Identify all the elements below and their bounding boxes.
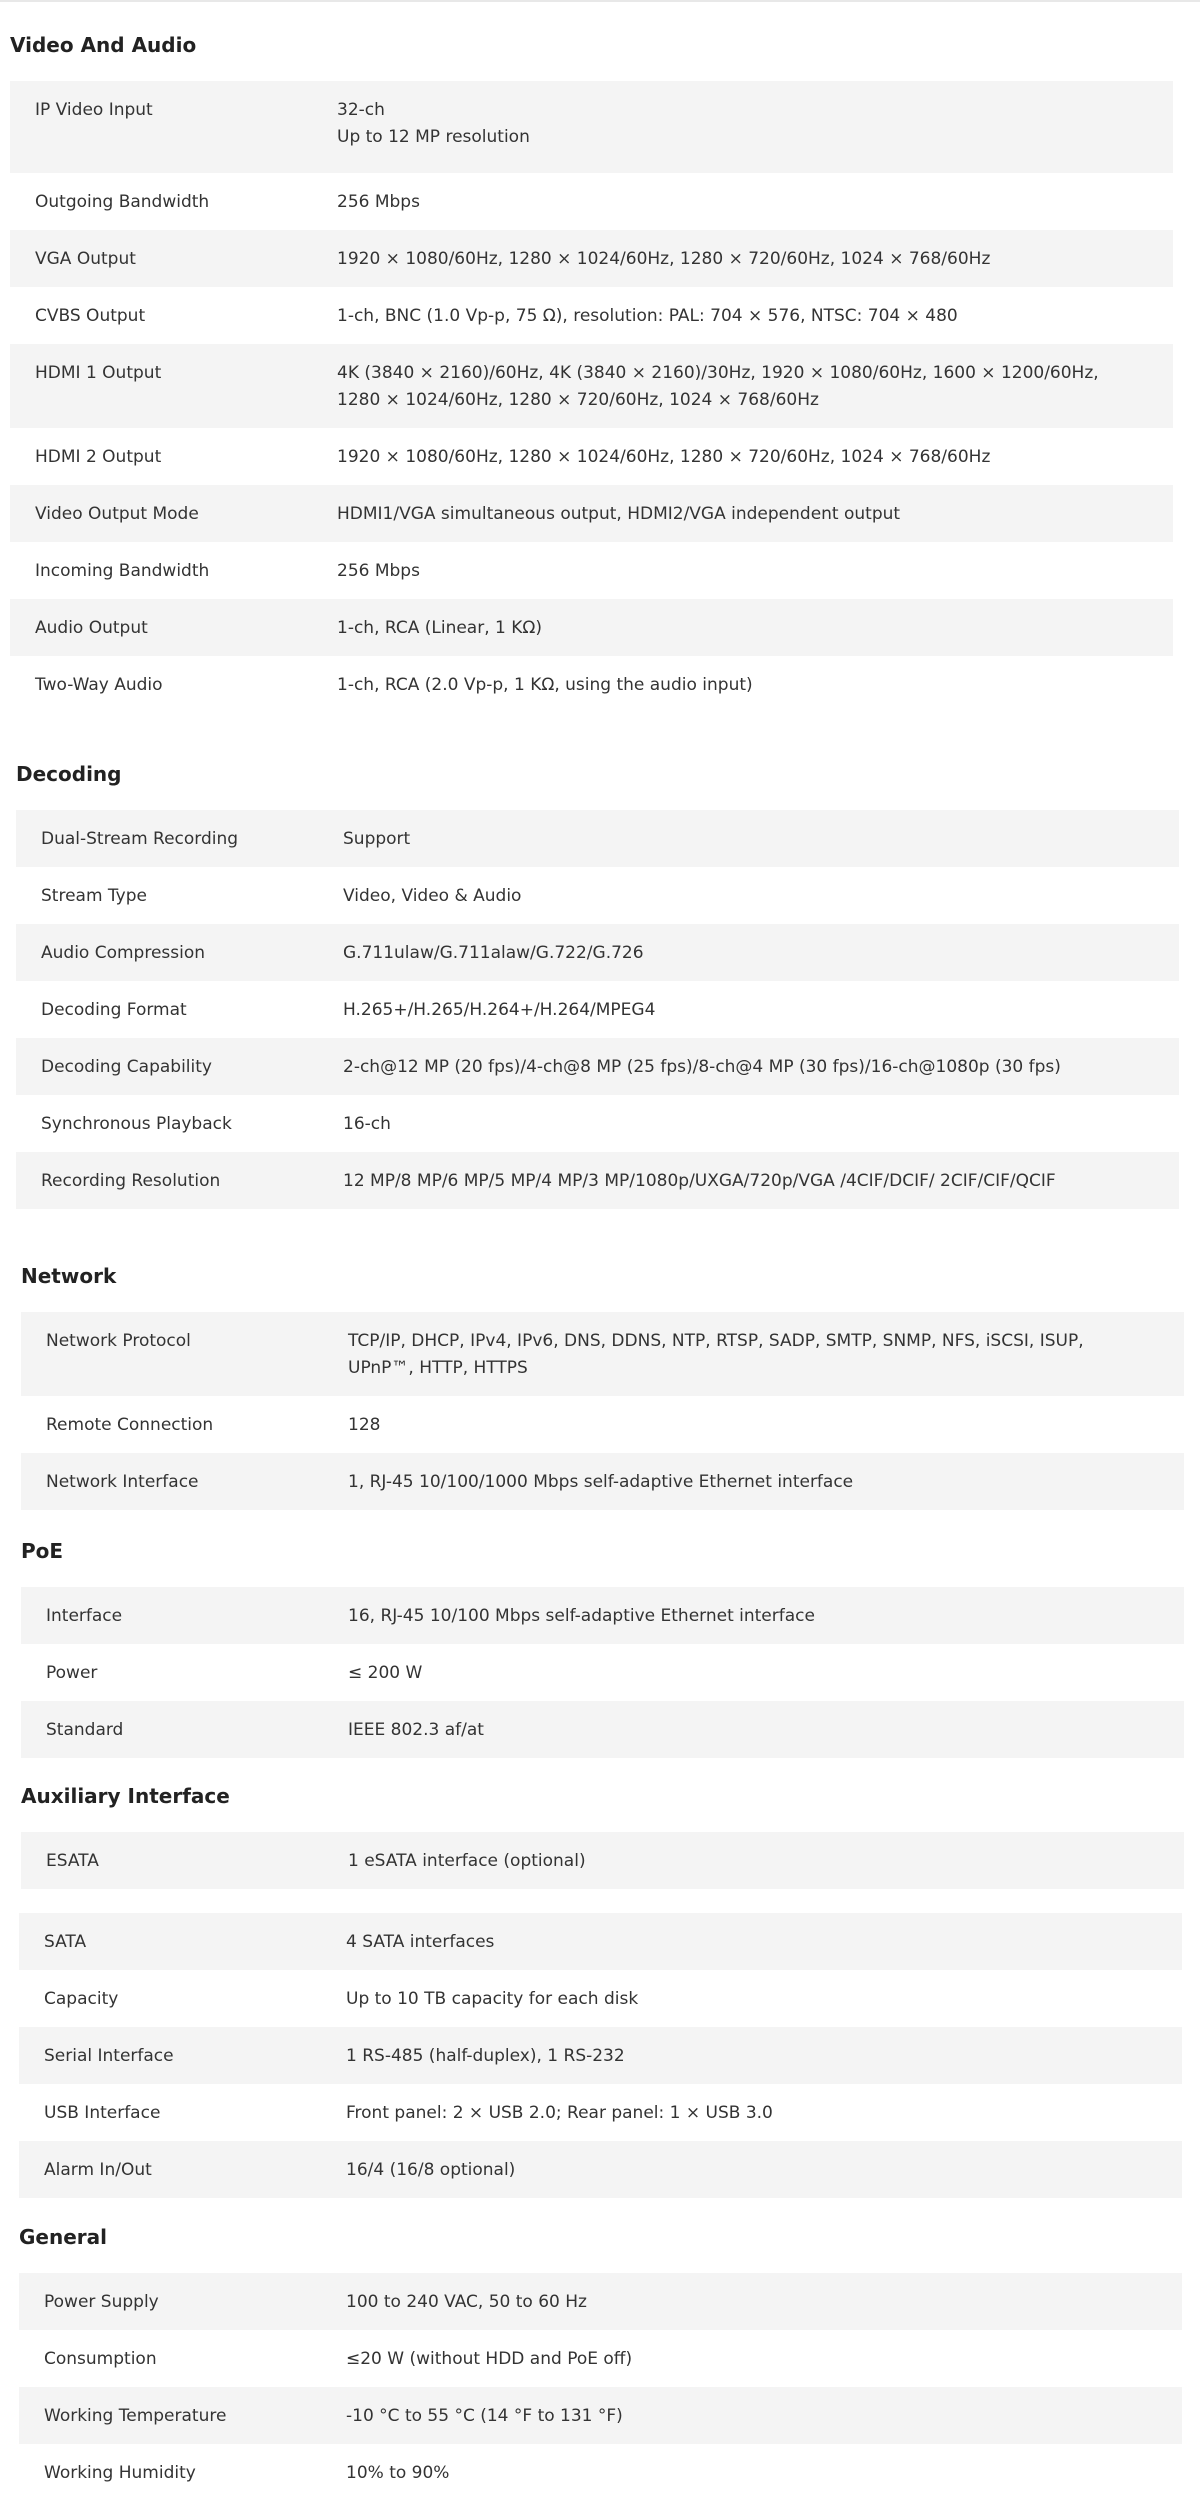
spec-value — [348, 1717, 1168, 1744]
spec-label: Decoding Format — [41, 1000, 187, 1020]
spec-label: IP Video Input — [35, 100, 153, 120]
spec-value — [348, 1660, 1168, 1687]
spec-label: Capacity — [44, 1989, 119, 2009]
spec-row — [21, 1644, 1184, 1701]
spec-value-line: 100 to 240 VAC, 50 to 60 Hz — [346, 2292, 587, 2312]
spec-row — [21, 1453, 1184, 1510]
spec-value-line: -10 °C to 55 °C (14 °F to 131 °F) — [346, 2406, 623, 2426]
spec-value — [346, 2346, 1166, 2373]
spec-value — [348, 1328, 1168, 1382]
spec-label: Outgoing Bandwidth — [35, 192, 210, 212]
spec-row — [10, 656, 1173, 713]
spec-value-line: Support — [343, 829, 411, 849]
spec-value-line: HDMI1/VGA simultaneous output, HDMI2/VGA independent output — [337, 504, 901, 524]
spec-label: Network Protocol — [46, 1331, 191, 1351]
spec-value-line: 16, RJ-45 10/100 Mbps self-adaptive Ethernet interface — [348, 1606, 815, 1626]
spec-value — [346, 1986, 1166, 2013]
spec-row — [21, 1396, 1184, 1453]
spec-row — [10, 230, 1173, 287]
spec-value-line: 16-ch — [343, 1114, 391, 1134]
spec-value-line: 1, RJ-45 10/100/1000 Mbps self-adaptive Ethernet interface — [348, 1472, 854, 1492]
spec-label: Standard — [46, 1720, 124, 1740]
spec-row — [10, 542, 1173, 599]
section-title: Auxiliary Interface — [21, 1784, 230, 1808]
spec-value-line: 32-ch — [337, 100, 385, 120]
spec-row — [19, 2084, 1182, 2141]
spec-value — [343, 1111, 1163, 1138]
spec-label: Interface — [46, 1606, 123, 1626]
section-title: Video And Audio — [10, 33, 197, 57]
spec-value — [337, 501, 1157, 528]
spec-value — [346, 1929, 1166, 1956]
spec-row — [16, 867, 1179, 924]
spec-value-line: 4K (3840 × 2160)/60Hz, 4K (3840 × 2160)/30Hz, 1920 × 1080/60Hz, 1600 × 1200/60Hz, — [337, 363, 1099, 383]
spec-table — [19, 2273, 1182, 2501]
spec-row — [21, 1832, 1184, 1889]
spec-value — [348, 1412, 1168, 1439]
section-title: Decoding — [16, 762, 122, 786]
spec-value — [348, 1469, 1168, 1496]
spec-value-line: 1-ch, RCA (2.0 Vp-p, 1 KΩ, using the audio input) — [337, 675, 753, 695]
spec-value — [343, 883, 1163, 910]
spec-row — [19, 2141, 1182, 2198]
spec-label: Remote Connection — [46, 1415, 214, 1435]
spec-table — [21, 1587, 1184, 1758]
spec-label: HDMI 1 Output — [35, 363, 162, 383]
spec-row — [19, 2387, 1182, 2444]
spec-value-line: Up to 10 TB capacity for each disk — [346, 1989, 639, 2009]
spec-label: Power Supply — [44, 2292, 159, 2312]
spec-label: Audio Output — [35, 618, 148, 638]
spec-value — [343, 1054, 1163, 1081]
spec-value — [343, 997, 1163, 1024]
spec-row — [10, 81, 1173, 173]
spec-label: Stream Type — [41, 886, 147, 906]
spec-value-line: 1-ch, BNC (1.0 Vp-p, 75 Ω), resolution: PAL: 704 × 576, NTSC: 704 × 480 — [337, 306, 958, 326]
spec-value-line: 256 Mbps — [337, 192, 420, 212]
spec-label: SATA — [44, 1932, 87, 1952]
spec-value-line: 128 — [348, 1415, 381, 1435]
spec-table — [21, 1312, 1184, 1510]
section-title: PoE — [21, 1539, 64, 1563]
spec-label: Working Humidity — [44, 2463, 196, 2483]
spec-label: Two-Way Audio — [35, 675, 163, 695]
spec-value-line: TCP/IP, DHCP, IPv4, IPv6, DNS, DDNS, NTP, RTSP, SADP, SMTP, SNMP, NFS, iSCSI, ISUP, — [348, 1331, 1084, 1351]
spec-value — [337, 558, 1157, 585]
spec-value-line: IEEE 802.3 af/at — [348, 1720, 484, 1740]
spec-value — [346, 2043, 1166, 2070]
spec-value-line: 1280 × 1024/60Hz, 1280 × 720/60Hz, 1024 × 768/60Hz — [337, 390, 819, 410]
spec-row — [19, 1970, 1182, 2027]
spec-value-line: 1920 × 1080/60Hz, 1280 × 1024/60Hz, 1280 × 720/60Hz, 1024 × 768/60Hz — [337, 447, 991, 467]
spec-label: CVBS Output — [35, 306, 146, 326]
spec-label: Consumption — [44, 2349, 157, 2369]
spec-row — [10, 485, 1173, 542]
spec-value — [337, 672, 1157, 699]
spec-row — [21, 1587, 1184, 1644]
spec-row — [16, 924, 1179, 981]
spec-row — [16, 1152, 1179, 1209]
spec-value — [337, 97, 1157, 151]
spec-value — [346, 2460, 1166, 2487]
spec-value-line: 1 eSATA interface (optional) — [348, 1851, 586, 1871]
spec-label: Decoding Capability — [41, 1057, 212, 1077]
spec-row — [16, 810, 1179, 867]
spec-value-line: 12 MP/8 MP/6 MP/5 MP/4 MP/3 MP/1080p/UXGA/720p/VGA /4CIF/DCIF/ 2CIF/CIF/QCIF — [343, 1171, 1056, 1191]
spec-value-line: 1920 × 1080/60Hz, 1280 × 1024/60Hz, 1280 × 720/60Hz, 1024 × 768/60Hz — [337, 249, 991, 269]
spec-label: Alarm In/Out — [44, 2160, 152, 2180]
spec-value — [348, 1603, 1168, 1630]
spec-row — [19, 2027, 1182, 2084]
spec-value — [348, 1848, 1168, 1875]
spec-value-line: UPnP™, HTTP, HTTPS — [348, 1358, 528, 1378]
spec-value-line: 1-ch, RCA (Linear, 1 KΩ) — [337, 618, 543, 638]
spec-table — [21, 1832, 1184, 1889]
spec-label: Incoming Bandwidth — [35, 561, 210, 581]
spec-table — [10, 81, 1173, 713]
spec-label: Network Interface — [46, 1472, 199, 1492]
top-divider — [0, 0, 1200, 2]
spec-value-line: 1 RS-485 (half-duplex), 1 RS-232 — [346, 2046, 625, 2066]
spec-label: Audio Compression — [41, 943, 206, 963]
spec-value-line: Front panel: 2 × USB 2.0; Rear panel: 1 × USB 3.0 — [346, 2103, 773, 2123]
spec-value-line: G.711ulaw/G.711alaw/G.722/G.726 — [343, 943, 644, 963]
spec-value — [337, 189, 1157, 216]
spec-value — [337, 360, 1157, 414]
spec-value — [346, 2157, 1166, 2184]
spec-value-line: Up to 12 MP resolution — [337, 127, 530, 147]
spec-value — [343, 1168, 1163, 1195]
spec-row — [21, 1701, 1184, 1758]
spec-label: Video Output Mode — [35, 504, 199, 524]
spec-label: ESATA — [46, 1851, 99, 1871]
section-title: Network — [21, 1264, 117, 1288]
spec-row — [16, 1038, 1179, 1095]
spec-value — [337, 615, 1157, 642]
spec-value-line: 256 Mbps — [337, 561, 420, 581]
spec-row — [10, 173, 1173, 230]
spec-label: Working Temperature — [44, 2406, 227, 2426]
spec-value — [343, 940, 1163, 967]
spec-label: Serial Interface — [44, 2046, 174, 2066]
spec-label: Power — [46, 1663, 98, 1683]
spec-value-line: 16/4 (16/8 optional) — [346, 2160, 516, 2180]
spec-row — [10, 428, 1173, 485]
spec-value — [337, 444, 1157, 471]
spec-value-line: ≤20 W (without HDD and PoE off) — [346, 2349, 633, 2369]
spec-row — [10, 287, 1173, 344]
spec-value-line: ≤ 200 W — [348, 1663, 423, 1683]
spec-value — [343, 826, 1163, 853]
spec-label: Dual-Stream Recording — [41, 829, 239, 849]
spec-table — [16, 810, 1179, 1209]
spec-label: Recording Resolution — [41, 1171, 221, 1191]
spec-value — [346, 2100, 1166, 2127]
spec-value — [346, 2289, 1166, 2316]
section-title: General — [19, 2225, 107, 2249]
spec-value-line: H.265+/H.265/H.264+/H.264/MPEG4 — [343, 1000, 656, 1020]
spec-value — [346, 2403, 1166, 2430]
spec-row — [10, 344, 1173, 428]
spec-row — [19, 1913, 1182, 1970]
spec-value-line: 10% to 90% — [346, 2463, 450, 2483]
spec-value-line: 4 SATA interfaces — [346, 1932, 495, 1952]
spec-label: Synchronous Playback — [41, 1114, 232, 1134]
spec-row — [19, 2273, 1182, 2330]
spec-label: VGA Output — [35, 249, 136, 269]
spec-value-line: 2-ch@12 MP (20 fps)/4-ch@8 MP (25 fps)/8-ch@4 MP (30 fps)/16-ch@1080p (30 fps) — [343, 1057, 1061, 1077]
spec-row — [19, 2330, 1182, 2387]
spec-value-line: Video, Video & Audio — [343, 886, 522, 906]
spec-value — [337, 246, 1157, 273]
spec-row — [21, 1312, 1184, 1396]
spec-value — [337, 303, 1157, 330]
spec-label: HDMI 2 Output — [35, 447, 162, 467]
spec-row — [16, 981, 1179, 1038]
spec-label: USB Interface — [44, 2103, 161, 2123]
spec-row — [16, 1095, 1179, 1152]
spec-table — [19, 1913, 1182, 2198]
spec-row — [10, 599, 1173, 656]
